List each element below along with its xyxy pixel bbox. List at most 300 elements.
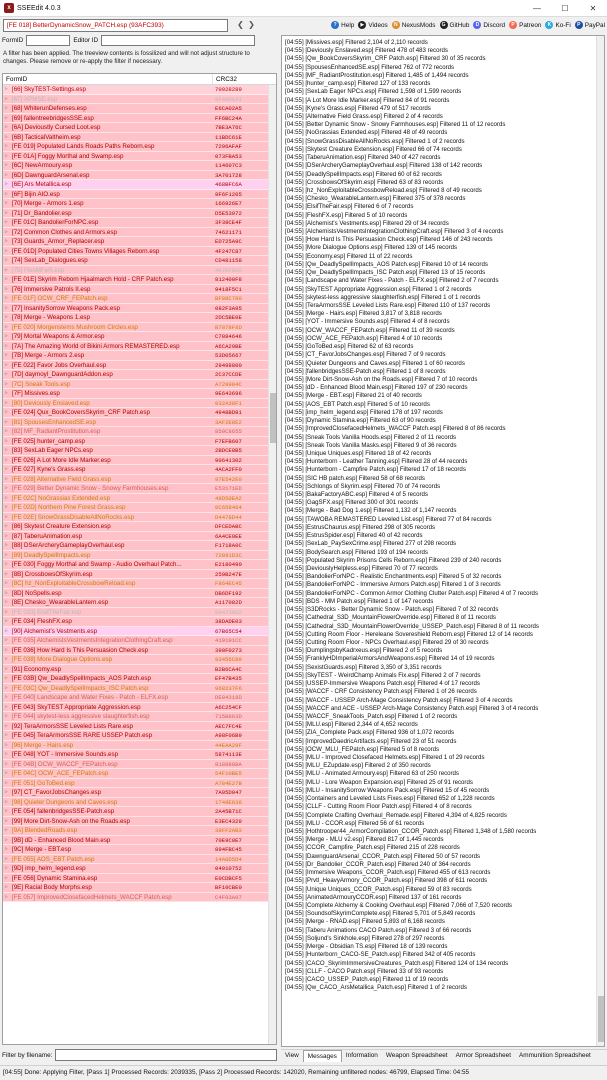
plugin-row[interactable] [3, 342, 268, 352]
toolbar-link-label: Ko-Fi [555, 21, 571, 29]
tab-information[interactable]: Information [345, 1052, 378, 1059]
plugin-row[interactable] [3, 152, 268, 162]
plugin-name: [FE 022] Favor Jobs Overhaul.esp [12, 361, 107, 369]
plugin-crc32: 8FA001A1 [215, 95, 242, 103]
plugin-row[interactable] [3, 465, 268, 475]
plugin-row[interactable] [3, 361, 268, 371]
plugin-name: [66] SkyTEST-Settings.esp [12, 86, 86, 93]
expand-toggle-icon[interactable]: ▹ [5, 846, 8, 852]
filter-notice: A filter has been applied. The treeview contents is fossilized and will not adjust structure to changes. Please remove or re-apply the filter if necessary. [3, 50, 250, 65]
plugin-row[interactable] [3, 123, 268, 133]
plugin-row[interactable] [3, 693, 268, 703]
expand-toggle-icon[interactable]: ▹ [5, 874, 8, 881]
plugin-crc32: 4948BD81 [215, 409, 242, 416]
expand-toggle-icon[interactable]: ▹ [5, 219, 8, 225]
navigation-buttons [236, 19, 256, 31]
expand-toggle-icon[interactable]: ▹ [5, 504, 8, 510]
plugin-row[interactable] [3, 228, 268, 238]
plugin-crc32: 29498800 [215, 361, 242, 369]
log-line: [04:55] [How Hard Is This Persuasion Check.esp] Filtered 146 of 243 records [285, 236, 493, 244]
messages-log[interactable] [281, 35, 605, 1047]
log-line: [04:55] [NoGrassias Extended.esp] Filtered 48 of 49 records [285, 129, 448, 137]
left-pane [0, 33, 278, 1065]
plugin-row[interactable] [3, 199, 268, 209]
plugin-row[interactable] [3, 627, 268, 637]
plugin-crc32: 44EAA29F [215, 741, 242, 749]
plugin-row[interactable] [3, 389, 268, 399]
plugin-row[interactable] [3, 798, 268, 808]
expand-toggle-icon[interactable]: ▹ [5, 827, 8, 833]
plugin-name: [72] Common Clothes and Armors.esp [12, 228, 117, 236]
expand-toggle-icon[interactable]: ▹ [5, 238, 8, 244]
minimize-button[interactable]: — [533, 3, 541, 13]
filename-filter-bar [2, 1048, 277, 1062]
plugin-row[interactable] [3, 218, 268, 228]
plugin-row[interactable] [3, 427, 268, 437]
log-line: [04:55] [imp_helm_legend.esp] Filtered 178 of 197 records [285, 408, 443, 416]
toolbar-link-patreon[interactable] [509, 21, 541, 29]
plugin-crc32: 70928289 [215, 86, 242, 93]
log-line: [04:55] [DeadlySpellImpacts.esp] Filtered 60 of 62 records [285, 170, 442, 178]
expand-toggle-icon[interactable]: ▹ [5, 190, 8, 197]
expand-toggle-icon[interactable]: ▹ [5, 808, 8, 814]
log-line: [04:55] [Merge - Bad Dog 1.esp] Filtered 1,132 of 1,147 records [285, 507, 457, 515]
plugin-crc32: 97E542E0 [215, 475, 242, 483]
plugin-row[interactable] [3, 636, 268, 646]
plugin-row[interactable] [3, 551, 268, 561]
log-line: [04:55] [USSEP-Immersive Weapons Patch.esp] Filtered 4 of 17 records [285, 680, 480, 688]
expand-toggle-icon[interactable]: ▹ [5, 352, 8, 358]
plugin-name: [FE 02E] SnowGrassDisableAllNoRocks.esp [12, 513, 135, 521]
plugin-row[interactable] [3, 684, 268, 694]
plugin-row[interactable] [3, 256, 268, 266]
expand-toggle-icon[interactable]: ▹ [5, 675, 8, 681]
expand-toggle-icon[interactable]: ▹ [5, 741, 8, 748]
plugin-row[interactable] [3, 703, 268, 713]
plugin-row[interactable] [3, 399, 268, 409]
log-line: [04:55] [Prvtl_HeavyArmory_CCOR_Patch.esp] Filtered 398 of 611 records [285, 877, 488, 885]
crc32-column-header[interactable]: CRC32 [216, 75, 237, 83]
expand-toggle-icon[interactable]: ▹ [5, 437, 8, 444]
expand-toggle-icon[interactable]: ▹ [5, 323, 8, 330]
expand-toggle-icon[interactable]: ▹ [5, 570, 8, 577]
log-line: [04:55] [skytest-less aggressive slaughterfish.esp] Filtered 1 of 1 records [285, 293, 481, 301]
toolbar-link-nexusmods[interactable] [392, 21, 436, 29]
expand-toggle-icon[interactable]: ▹ [5, 95, 8, 102]
plugin-row[interactable] [3, 741, 268, 751]
expand-toggle-icon[interactable]: ▹ [5, 779, 8, 786]
filter-bar [2, 34, 276, 46]
log-line: [04:55] [Kyne's Grass.esp] Filtered 479 of 517 records [285, 104, 431, 112]
log-line: [04:55] [CrossbowsOfSkyrim.esp] Filtered 63 of 83 records [285, 178, 444, 186]
expand-toggle-icon[interactable]: ▹ [5, 608, 8, 615]
expand-toggle-icon[interactable]: ▹ [5, 257, 8, 263]
expand-toggle-icon[interactable]: ▹ [5, 532, 8, 539]
expand-toggle-icon[interactable]: ▹ [5, 561, 8, 567]
plugin-row[interactable] [3, 323, 268, 333]
maximize-button[interactable]: ☐ [561, 3, 569, 13]
plugin-row[interactable] [3, 855, 268, 865]
expand-toggle-icon[interactable]: ▹ [5, 656, 8, 662]
plugin-name: [FE 01E] Skyrim Reborn Hjaalmarch Hold - CRF Patch.esp [12, 276, 174, 283]
tab-ammunition-spreadsheet[interactable]: Ammunition Spreadsheet [519, 1052, 591, 1059]
scrollbar-thumb[interactable] [598, 996, 604, 1042]
expand-toggle-icon[interactable]: ▹ [5, 722, 8, 729]
expand-toggle-icon[interactable]: ▹ [5, 665, 8, 672]
formid-column-header[interactable]: FormID [3, 74, 213, 85]
log-line: [04:55] [AlchemistsVestmentsIntegrationClothingCraft.esp] Filtered 3 of 4 records [285, 228, 504, 236]
log-line: [04:55] [EstrusSpider.esp] Filtered 40 of 42 records [285, 532, 423, 540]
plugin-row[interactable] [3, 532, 268, 542]
expand-toggle-icon[interactable]: ▹ [5, 703, 8, 710]
tab-weapon-spreadsheet[interactable]: Weapon Spreadsheet [385, 1052, 448, 1059]
plugin-crc32: A117082D [215, 599, 242, 606]
plugin-name: [6C] NewArmoury.esp [12, 162, 73, 169]
formid-input[interactable] [26, 35, 70, 46]
log-line: [04:55] [SexLab Eager NPCs.esp] Filtered 1,598 of 1,599 records [285, 88, 462, 96]
plugin-row[interactable] [3, 503, 268, 513]
toolbar-link-label: Patreon [519, 21, 542, 29]
plugin-row[interactable] [3, 845, 268, 855]
log-line: [04:55] [SpousesEnhancedSE.esp] Filtered 762 of 772 records [285, 63, 455, 71]
expand-toggle-icon[interactable]: ▹ [5, 304, 8, 311]
expand-toggle-icon[interactable]: ▹ [5, 409, 8, 415]
toolbar-link-ko-fi[interactable] [545, 21, 570, 29]
expand-toggle-icon[interactable]: ▹ [5, 865, 8, 871]
plugin-name: [FE 028] Alternative Field Grass.esp [12, 475, 112, 483]
plugin-row[interactable] [3, 266, 268, 276]
expand-toggle-icon[interactable]: ▹ [5, 124, 8, 130]
expand-toggle-icon[interactable]: ▹ [5, 855, 8, 862]
log-line: [04:55] [Better Dynamic Snow - Snowy Farmhouses.esp] Filtered 11 of 12 records [285, 121, 506, 129]
toolbar-link-label: NexusMods [401, 21, 436, 29]
plugin-row[interactable] [3, 655, 268, 665]
plugin-row[interactable] [3, 883, 268, 893]
plugin-name: [81] SpousesEnhancedSE.esp [12, 418, 96, 426]
plugin-name: [98] Quieter Dungeons and Caves.esp [12, 798, 118, 806]
plugin-row[interactable] [3, 617, 268, 627]
plugin-crc32: 14A0D5D4 [215, 855, 242, 863]
expand-toggle-icon[interactable]: ▹ [5, 770, 8, 776]
toolbar-link-videos[interactable] [358, 21, 387, 29]
expand-toggle-icon[interactable]: ▹ [5, 523, 8, 529]
plugin-row[interactable] [3, 807, 268, 817]
plugin-row[interactable] [3, 589, 268, 599]
forward-button[interactable]: ❯ [248, 20, 255, 29]
sseedit-icon: x [4, 3, 14, 13]
plugin-row[interactable] [3, 712, 268, 722]
plugin-crc32: 38DADE03 [215, 618, 242, 625]
toolbar-link-github[interactable] [440, 21, 470, 29]
plugin-row[interactable] [3, 446, 268, 456]
plugin-treeview[interactable] [2, 73, 277, 1045]
expand-toggle-icon[interactable]: ▹ [5, 589, 8, 596]
plugin-crc32: 850C8655 [215, 428, 242, 435]
log-line: [04:55] [ImprovedDaedricArtifacts.esp] Filtered 23 of 51 records [285, 737, 457, 745]
plugin-row[interactable] [3, 180, 268, 190]
plugin-name: [FE 01F] OCW_CRF_FEPatch.esp [12, 295, 108, 302]
log-line: [04:55] [Hunterborn_CACO-SE_Patch.esp] Filtered 342 of 405 records [285, 951, 476, 959]
plugin-row[interactable] [3, 541, 268, 551]
plugin-row[interactable] [3, 351, 268, 361]
filename-filter-label: Filter by filename: [2, 1051, 53, 1059]
expand-toggle-icon[interactable]: ▹ [5, 637, 8, 643]
expand-toggle-icon[interactable]: ▹ [5, 485, 8, 491]
log-line: [04:55] [FranklyHDImperialArmorsAndWeapons.esp] Filtered 14 of 19 records [285, 655, 495, 663]
toolbar-link-discord[interactable] [473, 21, 505, 29]
plugin-name: [FE 024] Qux_BookCoversSkyrim_CRF Patch.esp [12, 409, 150, 416]
expand-toggle-icon[interactable]: ▹ [5, 86, 8, 92]
toolbar-link-paypal[interactable] [575, 21, 605, 29]
expand-toggle-icon[interactable]: ▹ [5, 551, 8, 558]
plugin-row[interactable] [3, 275, 268, 285]
plugin-name: [92] TeraArmorsSSE Leveled Lists Rare.esp [12, 722, 133, 730]
tab-view[interactable]: View [285, 1052, 299, 1059]
expand-toggle-icon[interactable]: ▹ [5, 542, 8, 548]
plugin-name: [FE 048] YOT - Immersive Sounds.esp [12, 751, 119, 758]
plugin-name: [9B] dD - Enhanced Blood Main.esp [12, 836, 111, 844]
expand-toggle-icon[interactable]: ▹ [5, 884, 8, 890]
plugin-row[interactable] [3, 294, 268, 304]
tab-messages[interactable]: Messages [303, 1050, 342, 1062]
expand-toggle-icon[interactable]: ▹ [5, 789, 8, 795]
plugin-crc32: AEC7FC4E [215, 722, 242, 730]
log-line: [04:55] [Missives.esp] Filtered 2,104 of 2,110 records [285, 39, 428, 46]
plugin-row[interactable] [3, 760, 268, 770]
expand-toggle-icon[interactable]: ▹ [5, 228, 8, 235]
expand-toggle-icon[interactable]: ▹ [5, 893, 8, 900]
expand-toggle-icon[interactable]: ▹ [5, 399, 8, 406]
expand-toggle-icon[interactable]: ▹ [5, 694, 8, 700]
plugin-row[interactable] [3, 142, 268, 152]
plugin-row[interactable] [3, 370, 268, 380]
plugin-row[interactable] [3, 247, 268, 257]
plugin-row[interactable] [3, 161, 268, 171]
plugin-name: [69] fallentreebridgesSSE.esp [12, 114, 94, 122]
plugin-name: [67] XPMSE.esp [12, 95, 58, 103]
plugin-crc32: 468BFC6A [215, 181, 242, 188]
expand-toggle-icon[interactable]: ▹ [5, 798, 8, 805]
plugin-row[interactable] [3, 475, 268, 485]
plugin-row[interactable] [3, 874, 268, 884]
log-line: [04:55] [Merge - MLU v2.esp] Filtered 817 of 1,445 records [285, 836, 444, 844]
plugin-crc32: 812400F8 [215, 276, 242, 283]
plugin-row[interactable] [3, 560, 268, 570]
plugin-crc32: E6CA02A5 [215, 105, 242, 112]
expand-toggle-icon[interactable]: ▹ [5, 143, 8, 149]
expand-toggle-icon[interactable]: ▹ [5, 276, 8, 282]
plugin-row[interactable] [3, 380, 268, 390]
plugin-name: [FE 057] ImprovedClosefacedHelmets_WACCF Patch.esp [12, 893, 172, 901]
log-line: [04:55] [Qw_DeadlySpellImpacts_AOS Patch.esp] Filtered 10 of 14 records [285, 260, 488, 268]
kofi-icon: K [545, 21, 553, 29]
close-button[interactable]: ✕ [589, 3, 597, 13]
expand-toggle-icon[interactable]: ▹ [5, 133, 8, 140]
plugin-row[interactable] [3, 779, 268, 789]
plugin-row[interactable] [3, 190, 268, 200]
plugin-name: [FE 027] Kyne's Grass.esp [12, 466, 86, 473]
back-button[interactable]: ❮ [237, 20, 244, 29]
expand-toggle-icon[interactable]: ▹ [5, 418, 8, 425]
expand-toggle-icon[interactable]: ▹ [5, 181, 8, 187]
expand-toggle-icon[interactable]: ▹ [5, 285, 8, 292]
plugin-row[interactable] [3, 788, 268, 798]
plugin-row[interactable] [3, 817, 268, 827]
expand-toggle-icon[interactable]: ▹ [5, 713, 8, 719]
expand-toggle-icon[interactable]: ▹ [5, 200, 8, 206]
expand-toggle-icon[interactable]: ▹ [5, 371, 8, 377]
expand-toggle-icon[interactable]: ▹ [5, 513, 8, 520]
expand-toggle-icon[interactable]: ▹ [5, 456, 8, 463]
log-line: [04:55] [SoundsofSkyrimComplete.esp] Filtered 5,701 of 5,849 records [285, 910, 476, 918]
expand-toggle-icon[interactable]: ▹ [5, 836, 8, 843]
plugin-row[interactable] [3, 570, 268, 580]
expand-toggle-icon[interactable]: ▹ [5, 475, 8, 482]
filename-filter-input[interactable] [55, 1049, 277, 1061]
expand-toggle-icon[interactable]: ▹ [5, 646, 8, 653]
expand-toggle-icon[interactable]: ▹ [5, 162, 8, 168]
expand-toggle-icon[interactable]: ▹ [5, 152, 8, 159]
log-line: [04:55] [Skytest Creature Extension.esp] Filtered 66 of 74 records [285, 145, 462, 153]
expand-toggle-icon[interactable]: ▹ [5, 209, 8, 216]
expand-toggle-icon[interactable]: ▹ [5, 760, 8, 767]
log-line: [04:55] [CT_FavorJobsChanges.esp] Filtered 7 of 9 records [285, 351, 446, 359]
log-line: [04:55] [MF_RadiantProstitution.esp] Filtered 1,485 of 1,494 records [285, 71, 469, 79]
plugin-row[interactable] [3, 171, 268, 181]
paypal-icon: P [575, 21, 583, 29]
plugin-row[interactable] [3, 598, 268, 608]
plugin-name: [FE 025] hunter_camp.esp [12, 437, 85, 445]
messages-scrollbar[interactable] [596, 36, 604, 1046]
expand-toggle-icon[interactable]: ▹ [5, 266, 8, 273]
plugin-row[interactable] [3, 608, 268, 618]
toolbar-link-label: PayPal [584, 21, 605, 29]
plugin-crc32: 419191CC [215, 637, 242, 644]
plugin-name: [77] InsanitySorrow Weapons Pack.esp [12, 304, 120, 312]
plugin-name: [6B] TacticalValtheim.esp [12, 133, 81, 141]
plugin-row[interactable] [3, 209, 268, 219]
expand-toggle-icon[interactable]: ▹ [5, 314, 8, 320]
plugin-row[interactable] [3, 494, 268, 504]
expand-toggle-icon[interactable]: ▹ [5, 627, 8, 634]
plugin-row[interactable] [3, 437, 268, 447]
scrollbar-thumb[interactable] [270, 393, 276, 443]
plugin-name: [8D] NoSpells.esp [12, 589, 62, 597]
plugin-row[interactable] [3, 133, 268, 143]
expand-toggle-icon[interactable]: ▹ [5, 361, 8, 368]
plugin-crc32: 818888BA [215, 760, 242, 768]
plugin-crc32: F7EFB607 [215, 437, 242, 445]
plugin-crc32: 72891D3C [215, 551, 242, 559]
plugin-row[interactable] [3, 646, 268, 656]
expand-toggle-icon[interactable]: ▹ [5, 447, 8, 453]
log-line: [04:55] [OCW_MLU_FEPatch.esp] Filtered 5 of 8 records [285, 745, 440, 753]
plugin-row[interactable] [3, 769, 268, 779]
log-line: [04:55] [Soljund's Sinkhole.esp] Filtered 278 of 297 records [285, 934, 445, 942]
plugin-row[interactable] [3, 114, 268, 124]
github-icon: G [440, 21, 448, 29]
expand-toggle-icon[interactable]: ▹ [5, 295, 8, 301]
plugin-row[interactable] [3, 750, 268, 760]
plugin-name: [97] CT_FavorJobsChanges.esp [12, 789, 102, 796]
plugin-row[interactable] [3, 513, 268, 523]
expand-toggle-icon[interactable]: ▹ [5, 333, 8, 339]
plugin-row[interactable] [3, 332, 268, 342]
expand-toggle-icon[interactable]: ▹ [5, 466, 8, 472]
plugin-row[interactable] [3, 418, 268, 428]
plugin-row[interactable] [3, 313, 268, 323]
plugin-row[interactable] [3, 285, 268, 295]
plugin-row[interactable] [3, 722, 268, 732]
treeview-scrollbar[interactable] [268, 85, 276, 1044]
plugin-row[interactable] [3, 893, 268, 903]
plugin-name: [7B] Merge - Armors 2.esp [12, 352, 85, 359]
expand-toggle-icon[interactable]: ▹ [5, 494, 8, 501]
plugin-crc32: 166926E7 [215, 200, 242, 207]
plugin-crc32: 04910752 [215, 865, 242, 872]
expand-toggle-icon[interactable]: ▹ [5, 380, 8, 387]
expand-toggle-icon[interactable]: ▹ [5, 751, 8, 757]
expand-toggle-icon[interactable]: ▹ [5, 105, 8, 111]
plugin-row[interactable] [3, 836, 268, 846]
plugin-name: [8C] hz_NonExploitableCrossbowReload.esp [12, 580, 136, 587]
plugin-row[interactable] [3, 95, 268, 105]
log-line: [04:55] [CACO_SkyrimImmersiveCreatures_Patch.esp] Filtered 124 of 134 records [285, 959, 509, 967]
plugin-row[interactable] [3, 864, 268, 874]
record-path-field[interactable]: [FE 018] BetterDynamicSnow_PATCH.esp (93AFC393) [3, 19, 228, 32]
plugin-crc32: 0C658464 [215, 504, 242, 511]
expand-toggle-icon[interactable]: ▹ [5, 580, 8, 586]
plugin-crc32: 93456C89 [215, 656, 242, 663]
plugin-row[interactable] [3, 731, 268, 741]
plugin-row[interactable] [3, 104, 268, 114]
expand-toggle-icon[interactable]: ▹ [5, 732, 8, 738]
plugin-row[interactable] [3, 456, 268, 466]
toolbar-link-help[interactable] [331, 21, 354, 29]
plugin-crc32: 70E9C0E7 [215, 836, 242, 844]
expand-toggle-icon[interactable]: ▹ [5, 817, 8, 824]
log-line: [04:55] [MLU - Animated Armoury.esp] Filtered 63 of 250 records [285, 770, 459, 778]
tab-armor-spreadsheet[interactable]: Armor Spreadsheet [455, 1052, 512, 1059]
plugin-row[interactable] [3, 237, 268, 247]
expand-toggle-icon[interactable]: ▹ [5, 342, 8, 349]
plugin-row[interactable] [3, 522, 268, 532]
expand-toggle-icon[interactable]: ▹ [5, 390, 8, 396]
log-line: [04:55] [Unique Uniques.esp] Filtered 18 of 42 records [285, 449, 432, 457]
plugin-crc32: 2C37CCDE [215, 371, 242, 378]
expand-toggle-icon[interactable]: ▹ [5, 114, 8, 121]
plugin-crc32: C4F03A07 [215, 893, 242, 901]
expand-toggle-icon[interactable]: ▹ [5, 171, 8, 178]
treeview-header [3, 74, 276, 85]
plugin-row[interactable] [3, 484, 268, 494]
plugin-row[interactable] [3, 304, 268, 314]
plugin-row[interactable] [3, 826, 268, 836]
expand-toggle-icon[interactable]: ▹ [5, 618, 8, 624]
log-line: [04:55] [Cathedral_S3D_MountainFlowerOverride.esp] Filtered 8 of 11 records [285, 614, 496, 622]
plugin-row[interactable] [3, 85, 268, 95]
plugin-row[interactable] [3, 408, 268, 418]
plugin-row[interactable] [3, 665, 268, 675]
expand-toggle-icon[interactable]: ▹ [5, 247, 8, 254]
plugin-row[interactable] [3, 579, 268, 589]
expand-toggle-icon[interactable]: ▹ [5, 428, 8, 434]
plugin-name: [FE 04C] OCW_ACE_FEPatch.esp [12, 770, 109, 777]
editorid-input[interactable] [101, 35, 255, 46]
expand-toggle-icon[interactable]: ▹ [5, 599, 8, 605]
plugin-row[interactable] [3, 674, 268, 684]
expand-toggle-icon[interactable]: ▹ [5, 684, 8, 691]
